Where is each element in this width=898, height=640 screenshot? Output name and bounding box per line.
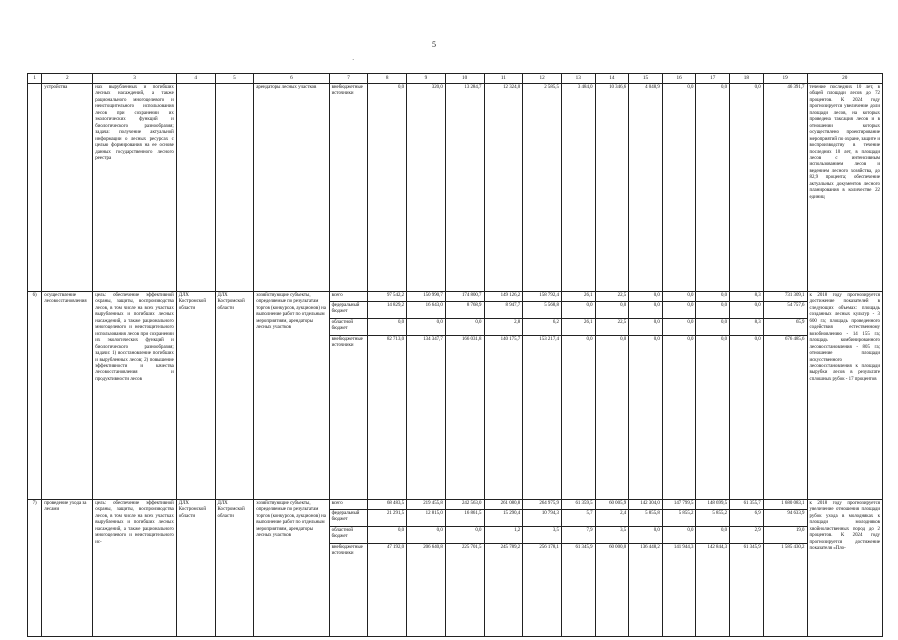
- value-column: [629, 291, 663, 499]
- value-cell: 1,2: [485, 527, 523, 544]
- value-cell: 320,0: [407, 83, 446, 291]
- value-cell: 242 563,0: [446, 500, 484, 510]
- responsible-executor: [176, 83, 215, 291]
- value-cell: 8,3: [730, 319, 763, 336]
- page-number: 5: [432, 40, 436, 49]
- source-label: областной бюджет: [330, 319, 368, 336]
- value-column: [696, 291, 730, 499]
- value-cell: 245 789,2: [500, 544, 521, 550]
- value-cell: 174 800,7: [446, 292, 484, 302]
- value-cell: 47 192,0: [386, 544, 405, 550]
- total-cell: 1 680 083,1: [764, 500, 807, 510]
- value-cell: 6,9: [730, 510, 763, 527]
- value-cell: 8 768,9: [446, 302, 484, 319]
- value-cell: 0,0: [368, 83, 407, 291]
- col-number: 3: [93, 74, 177, 84]
- value-cell: 3 484,0: [561, 83, 595, 291]
- responsible-executor: ДЛХ Костромской области: [176, 291, 215, 499]
- value-cell: 256 178,1: [539, 544, 559, 550]
- value-cell: 0,0: [407, 319, 445, 336]
- value-cell: 134 347,7: [423, 336, 443, 342]
- total-cell: 19,0: [764, 527, 807, 544]
- value-column: [696, 499, 730, 636]
- total-cell: 65,9: [764, 319, 807, 336]
- col-number: 18: [730, 74, 764, 84]
- value-column: [445, 499, 484, 636]
- value-cell: 2,8: [485, 319, 523, 336]
- source-label: федеральный бюджет: [330, 302, 368, 319]
- value-cell: 97 542,2: [368, 292, 406, 302]
- responsible-executor: ДЛХ Костромской области: [176, 499, 215, 636]
- value-cell: 0,0: [620, 336, 627, 342]
- value-cell: 225 701,5: [461, 544, 482, 550]
- col-number: 6: [254, 74, 329, 84]
- value-cell: 0,0: [629, 527, 662, 544]
- col-number: 19: [763, 74, 807, 84]
- value-cell: 0,0: [629, 292, 662, 302]
- funding-source: внебюджетные источники: [329, 83, 368, 291]
- value-cell: 2 585,5: [523, 83, 562, 291]
- value-column: [523, 291, 562, 499]
- col-number: 2: [42, 74, 93, 84]
- value-cell: 153 217,4: [539, 336, 559, 342]
- table-row: [28, 291, 883, 499]
- program-table: [27, 73, 883, 637]
- value-cell: 0,0: [730, 302, 763, 319]
- value-cell: 12 815,0: [407, 510, 445, 527]
- value-cell: 26,1: [562, 319, 595, 336]
- value-cell: 0,0: [696, 292, 729, 302]
- col-number: 1: [28, 74, 42, 84]
- value-cell: 150 990,7: [407, 292, 445, 302]
- value-cell: 219 455,8: [407, 500, 445, 510]
- value-cell: 0,0: [368, 319, 406, 336]
- col-number: 11: [484, 74, 523, 84]
- value-cell: 0,0: [446, 319, 484, 336]
- value-cell: 0,0: [629, 319, 662, 336]
- value-cell: 0,0: [586, 336, 593, 342]
- value-cell: 61 359,5: [562, 500, 595, 510]
- value-cell: 7,9: [562, 527, 595, 544]
- value-cell: 0,0: [687, 336, 694, 342]
- value-cell: 140 175,7: [500, 336, 521, 342]
- value-column: [730, 499, 764, 636]
- value-column: [561, 291, 595, 499]
- value-cell: 0,0: [629, 302, 662, 319]
- col-number: 8: [368, 74, 407, 84]
- value-cell: 0,0: [696, 319, 729, 336]
- value-column: [662, 499, 696, 636]
- value-cell: 0,0: [596, 302, 629, 319]
- col-number: 7: [329, 74, 368, 84]
- total-column: [763, 499, 807, 636]
- value-cell: 3,5: [596, 527, 629, 544]
- value-cell: 2,4: [596, 510, 629, 527]
- value-cell: 0,0: [407, 527, 445, 544]
- value-cell: 0,0: [653, 336, 660, 342]
- value-cell: 148 699,5: [696, 500, 729, 510]
- participants: хозяйствующие субъекты, определяемые по результатам торгов (конкурсов, аукционов) на выполнение работ по отдельным мероприятиям, арендаторы лесных участков: [254, 291, 329, 499]
- value-column: [368, 291, 407, 499]
- value-column: [629, 499, 663, 636]
- value-cell: 149 126,2: [485, 292, 523, 302]
- source-label: всего: [330, 500, 368, 510]
- stray-mark: ·: [352, 56, 355, 64]
- value-column: [445, 291, 484, 499]
- value-column: [407, 499, 446, 636]
- value-cell: 0,0: [662, 83, 696, 291]
- value-cell: 15 290,4: [485, 510, 523, 527]
- value-cell: 142 304,0: [629, 500, 662, 510]
- value-cell: 61 345,9: [575, 544, 593, 550]
- value-cell: 22,5: [596, 292, 629, 302]
- expected-results: течение последних 10 лет, в общей площади лесов до 72 процентов. К 2024 году прогнозируется увеличение доли площади лесов, на которых проведена таксация лесов и в отношении которых осуществлено проектирование мероприятий по охране, защите и воспроизводству в течение последних 10 лет, в площади лесов с интенсивным использованием лесов и ведением лесного хозяйства, до 82,9 процента; обеспечение актуальных документов лесного планирования в количестве 22 единиц: [807, 83, 883, 291]
- value-cell: 0,0: [696, 83, 730, 291]
- total-column: [763, 291, 807, 499]
- value-column: [407, 291, 446, 499]
- value-cell: 60 005,9: [596, 500, 629, 510]
- co-executor: ДЛХ Костромской области: [215, 291, 254, 499]
- funding-sources: [329, 499, 368, 636]
- value-cell: 136 448,2: [640, 544, 660, 550]
- value-cell: 13 284,7: [445, 83, 484, 291]
- activity-name: устройства: [42, 83, 93, 291]
- value-cell: 5 568,8: [523, 302, 561, 319]
- total-cell: 731 309,1: [764, 292, 807, 302]
- goals-tasks: нах вырубленных и погибших лесных насаждений, а также рационального многоцелевого и неистощительного использования лесов при сохранении их экологических функций и биологического разнообразия; задача: получение актуальной информации о лесных ресурсах с целью формирования на ее основе данных государственного лесного реестра: [93, 83, 177, 291]
- co-executor: ДЛХ Костромской области: [215, 499, 254, 636]
- col-number: 12: [523, 74, 562, 84]
- column-number-row: [28, 74, 883, 84]
- value-cell: 61 355,7: [730, 500, 763, 510]
- funding-sources: [329, 291, 368, 499]
- value-cell: 0,0: [663, 527, 696, 544]
- value-cell: 68 483,5: [368, 500, 406, 510]
- value-cell: 261 080,8: [485, 500, 523, 510]
- source-label: внебюджетные источники: [331, 544, 363, 557]
- col-number: 17: [696, 74, 730, 84]
- value-column: [595, 291, 629, 499]
- value-cell: 158 792,4: [523, 292, 561, 302]
- value-cell: 141 944,3: [673, 544, 694, 550]
- value-cell: 22,5: [596, 319, 629, 336]
- value-cell: 206 640,8: [423, 544, 443, 550]
- goals-tasks: цель: обеспечение эффективной охраны, защиты, воспроизводства лесов, в том числе на всех участках вырубленных и погибших лесных насаждений, а также рационального многоцелевого и неистощительного ис-: [93, 499, 177, 636]
- value-cell: 16 861,5: [446, 510, 484, 527]
- value-cell: 142 844,3: [707, 544, 728, 550]
- col-number: 9: [407, 74, 446, 84]
- source-label: областной бюджет: [330, 527, 368, 544]
- row-number: 6): [28, 291, 42, 499]
- value-cell: 4 048,9: [629, 83, 663, 291]
- col-number: 4: [176, 74, 215, 84]
- table-row: [28, 83, 883, 291]
- value-cell: 5,7: [562, 510, 595, 527]
- total-cell: 46 391,7: [763, 83, 807, 291]
- value-cell: 10 794,3: [523, 510, 561, 527]
- value-cell: 12 324,0: [484, 83, 523, 291]
- value-column: [662, 291, 696, 499]
- co-executor: [215, 83, 254, 291]
- expected-results: к 2018 году прогнозируется увеличение отношения площади рубок ухода в молодняках к площади молодняков хвойнолиственных пород до 2 процентов. К 2024 году прогнозируется достижение показателя «Пло-: [807, 499, 883, 636]
- value-column: [523, 499, 562, 636]
- total-cell: 676 485,6: [784, 336, 805, 342]
- total-cell: 94 633,9: [764, 510, 807, 527]
- value-cell: 5 855,2: [663, 510, 696, 527]
- value-column: [368, 499, 407, 636]
- value-cell: 26,1: [562, 292, 595, 302]
- value-cell: 0,0: [754, 336, 761, 342]
- value-cell: 0,0: [663, 302, 696, 319]
- value-column: [595, 499, 629, 636]
- value-cell: 3,5: [523, 527, 561, 544]
- value-column: [730, 291, 764, 499]
- source-label: внебюджетные источники: [331, 336, 363, 349]
- value-cell: 2,9: [730, 527, 763, 544]
- value-column: [484, 499, 523, 636]
- value-cell: 61 345,9: [743, 544, 761, 550]
- value-cell: 16 643,0: [407, 302, 445, 319]
- value-cell: 264 975,9: [523, 500, 561, 510]
- value-cell: 8 947,7: [485, 302, 523, 319]
- value-cell: 21 291,5: [368, 510, 406, 527]
- total-cell: 1 585 430,2: [781, 544, 805, 550]
- participants: арендаторы лесных участков: [254, 83, 329, 291]
- row-number: 7): [28, 499, 42, 636]
- value-cell: 0,0: [663, 319, 696, 336]
- col-number: 20: [807, 74, 883, 84]
- row-number-cell: [28, 83, 42, 291]
- total-cell: 54 757,6: [764, 302, 807, 319]
- value-cell: 0,0: [720, 336, 728, 342]
- value-cell: 8,3: [730, 292, 763, 302]
- table-row: [28, 499, 883, 636]
- value-cell: 0,0: [696, 527, 729, 544]
- col-number: 14: [595, 74, 629, 84]
- value-cell: 166 031,8: [461, 336, 482, 342]
- value-cell: 0,0: [562, 302, 595, 319]
- source-label: федеральный бюджет: [330, 510, 368, 527]
- value-cell: 0,0: [446, 527, 484, 544]
- value-cell: 5 855,8: [629, 510, 662, 527]
- value-column: [484, 291, 523, 499]
- value-cell: 0,0: [696, 302, 729, 319]
- activity-name: проведение ухода за лесами: [42, 499, 93, 636]
- col-number: 15: [629, 74, 663, 84]
- participants: хозяйствующие субъекты, определяемые по результатам торгов (конкурсов, аукционов) на выполнение работ по отдельным мероприятиям, арендаторы лесных участков: [254, 499, 329, 636]
- col-number: 13: [561, 74, 595, 84]
- value-cell: 147 799,5: [663, 500, 696, 510]
- value-cell: 60 000,0: [609, 544, 627, 550]
- value-cell: 6,2: [523, 319, 561, 336]
- value-cell: 5 855,2: [696, 510, 729, 527]
- value-cell: 0,0: [730, 83, 764, 291]
- value-cell: 82 713,0: [386, 336, 405, 342]
- source-label: всего: [330, 292, 368, 302]
- expected-results: к 2018 году прогнозируется достижение показателей в следующих объемах: площадь созданных лесных культур - 3 600 га; площадь проведенного содействия естественному возобновлению - 14 155 га; площадь комбинированного лесовосстановления - 805 га; отношение площади искусственного лесовосстановления к площади вырубки лесов в результате сплошных рубок - 17 процентов: [807, 291, 883, 499]
- value-column: [561, 499, 595, 636]
- goals-tasks: цель: обеспечение эффективной охраны, защиты, воспроизводства лесов, в том числе на всех участках вырубленных и погибших лесных насаждений, а также рационального многоцелевого и неистощительного использования лесов при сохранении их экологических функций и биологического разнообразия; задачи: 1) восстановление погибших и вырубленных лесов; 2) повышение эффективности и качества лесовосстановления и продуктивности лесов: [93, 291, 177, 499]
- value-cell: 0,0: [368, 527, 406, 544]
- value-cell: 10 346,6: [595, 83, 629, 291]
- value-cell: 0,0: [663, 292, 696, 302]
- col-number: 16: [662, 74, 696, 84]
- value-cell: 14 829,2: [368, 302, 406, 319]
- activity-name: осуществление лесовосстановления: [42, 291, 93, 499]
- col-number: 10: [445, 74, 484, 84]
- col-number: 5: [215, 74, 254, 84]
